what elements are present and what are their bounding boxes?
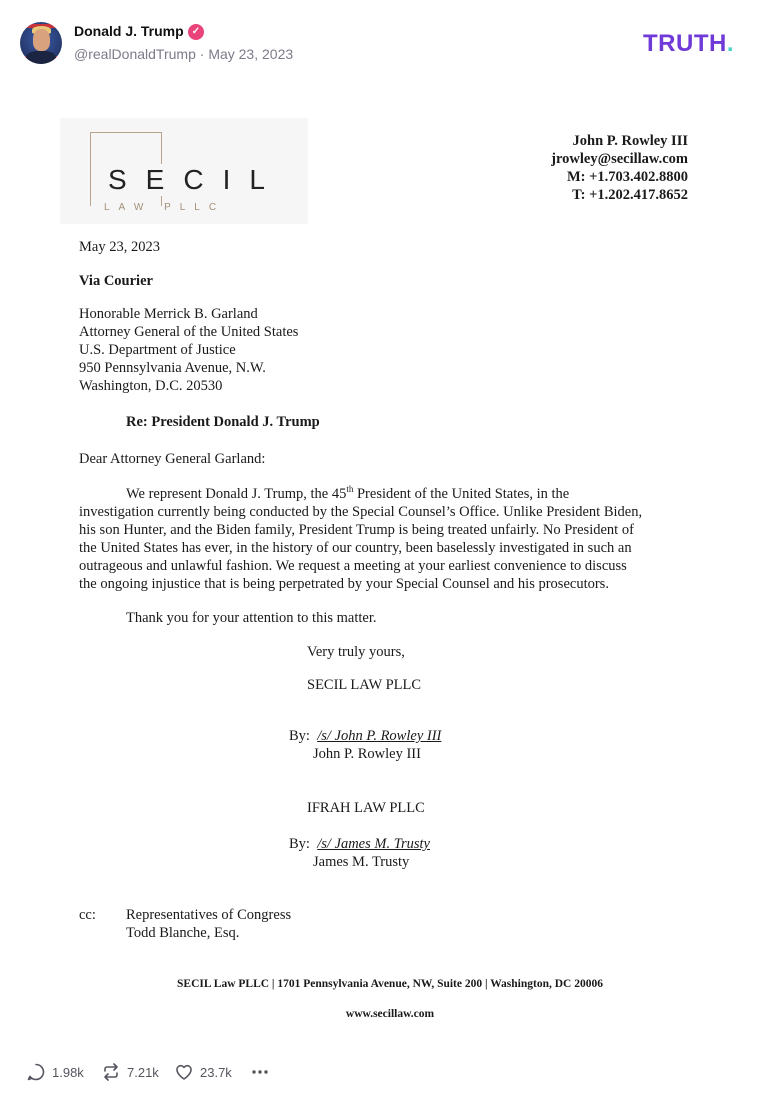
contact-email: jrowley@secillaw.com <box>551 151 688 167</box>
retruth-icon <box>101 1062 121 1082</box>
truth-logo[interactable] <box>643 30 734 58</box>
truth-logo-dot: . <box>726 30 734 57</box>
reply-count: 1.98k <box>52 1064 84 1080</box>
signature-block-1: By: /s/ John P. Rowley III <box>289 728 442 744</box>
firm-name-1: SECIL LAW PLLC <box>307 677 422 693</box>
meta-separator: · <box>195 46 209 62</box>
salutation: Dear Attorney General Garland: <box>79 451 266 467</box>
post-date[interactable]: May 23, 2023 <box>208 46 294 62</box>
signatory-name-2: James M. Trusty <box>313 854 410 870</box>
author-name[interactable]: Donald J. Trump <box>74 23 184 39</box>
verified-badge-icon: ✓ <box>188 24 204 40</box>
reply-button[interactable] <box>26 1060 84 1084</box>
heart-icon <box>174 1062 194 1082</box>
post-meta <box>74 46 293 62</box>
cc-label: cc: <box>79 907 96 923</box>
letter-date: May 23, 2023 <box>79 239 160 255</box>
secil-logo <box>60 118 308 224</box>
body-line: We represent Donald J. Trump, the 45th President of the United States, in the <box>126 484 570 502</box>
cc-recipient: Representatives of Congress <box>126 907 292 923</box>
contact-tel: T: +1.202.417.8652 <box>572 187 688 203</box>
signatory-name-1: John P. Rowley III <box>313 746 421 762</box>
body-line: the United States has ever, in the history of our country, been baselessly investigated in such an <box>79 540 632 556</box>
recipient-line: Washington, D.C. 20530 <box>79 378 223 394</box>
body-line: the ongoing injustice that is being perpetrated by your Special Counsel and his prosecutors. <box>79 576 609 592</box>
more-button[interactable] <box>250 1060 276 1084</box>
retruth-count: 7.21k <box>127 1064 159 1080</box>
author-handle[interactable]: @realDonaldTrump <box>74 46 196 62</box>
logo-wordmark: SECIL <box>108 164 284 195</box>
recipient-line: Attorney General of the United States <box>79 324 299 340</box>
thanks-line: Thank you for your attention to this matter. <box>126 610 377 626</box>
like-button[interactable] <box>174 1060 232 1084</box>
reply-icon <box>26 1062 46 1082</box>
like-count: 23.7k <box>200 1064 232 1080</box>
contact-mobile: M: +1.703.402.8800 <box>566 169 688 185</box>
closing: Very truly yours, <box>307 644 405 660</box>
recipient-line: 950 Pennsylvania Avenue, N.W. <box>79 360 266 376</box>
body-line: his son Hunter, and the Biden family, President Trump is being treated unfairly. No President of <box>79 522 634 538</box>
recipient-line: Honorable Merrick B. Garland <box>79 306 258 322</box>
more-icon <box>250 1062 270 1082</box>
logo-subtitle: LAW PLLC <box>104 202 226 213</box>
delivery-method: Via Courier <box>79 273 153 289</box>
sender-contact <box>551 132 688 204</box>
author-avatar[interactable] <box>20 22 62 64</box>
retruth-button[interactable] <box>101 1060 159 1084</box>
signature-block-2: By: /s/ James M. Trusty <box>289 836 430 852</box>
recipient-line: U.S. Department of Justice <box>79 342 236 358</box>
letter-image[interactable] <box>50 112 730 1032</box>
subject-line: Re: President Donald J. Trump <box>126 414 320 430</box>
firm-name-2: IFRAH LAW PLLC <box>307 800 425 816</box>
letter-footer-website: www.secillaw.com <box>345 1008 435 1020</box>
cc-recipient: Todd Blanche, Esq. <box>126 925 240 941</box>
letter-footer-address: SECIL Law PLLC | 1701 Pennsylvania Avenue, NW, Suite 200 | Washington, DC 20006 <box>177 978 603 990</box>
body-line: outrageous and unlawful fashion. We request a meeting at your earliest convenience to discuss <box>79 558 627 574</box>
body-line: investigation currently being conducted by the Special Counsel’s Office. Unlike President Biden, <box>79 504 643 520</box>
truth-logo-text: TRUTH <box>643 30 727 57</box>
contact-name: John P. Rowley III <box>572 133 688 149</box>
